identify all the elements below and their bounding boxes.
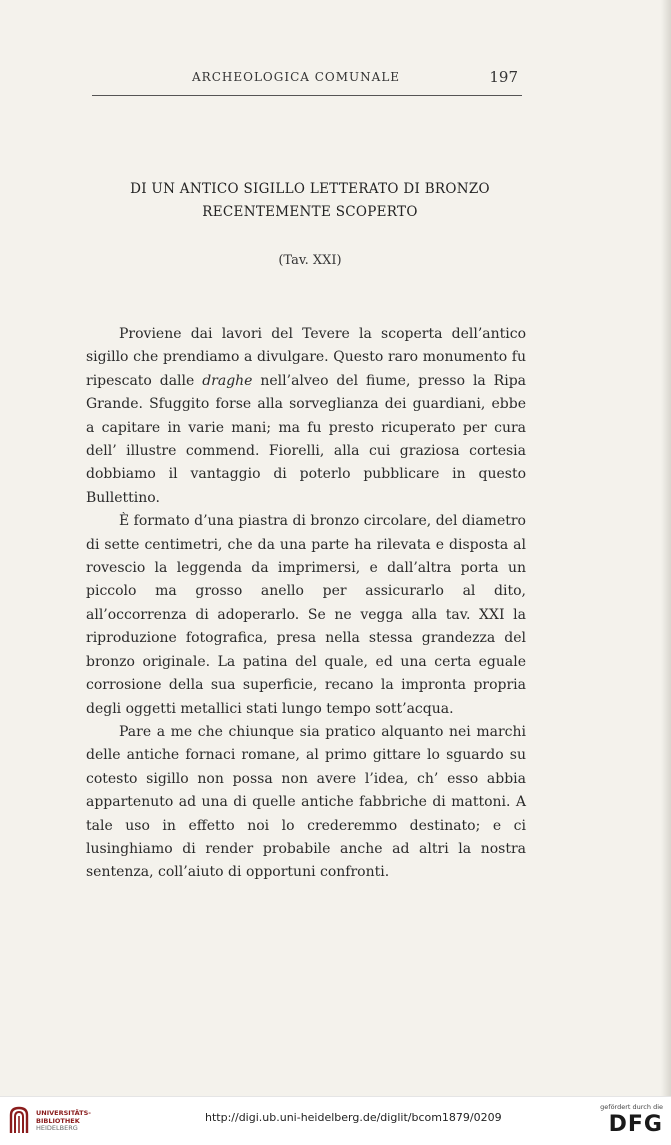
article-body <box>86 323 526 885</box>
page-number: 197 <box>489 68 518 86</box>
paragraph-1-text-a: Proviene dai lavori del Tevere la scoperta dell’antico sigillo che prendiamo a divulgare. Questo raro monumento fu ripescato dalle <box>86 326 526 389</box>
paragraph-1-text-b: nell’alveo del fiume, presso la Ripa Grande. Sfuggito forse alla sorveglianza dei guardiani, ebbe a capitare in varie mani; ma fu presto ricuperato per cura dell’ illustre commend. Fiorelli, alla cui graziosa cortesia dobbiamo il vantaggio di poterlo pubblicare in questo Bullettino. <box>86 372 526 506</box>
institution-line-1: UNIVERSITÄTS- <box>36 1109 91 1117</box>
institution-city: HEIDELBERG <box>36 1124 78 1132</box>
paragraph-3: Pare a me che chiunque sia pratico alquanto nei marchi delle antiche fornaci romane, al primo gittare lo sguardo su cotesto sigillo non possa non avere l’idea, ch’ esso abbia appartenuto ad una di quelle antiche fabbriche di mattoni. A tale uso in effetto noi lo crederemmo destinato; e ci lusinghiamo di render probabile anche ad altri la nostra sentenza, coll’aiuto di opportuni confronti. <box>86 723 526 881</box>
institution-name[interactable] <box>36 1110 91 1133</box>
paragraph-1 <box>86 323 526 510</box>
permalink-url[interactable]: http://digi.ub.uni-heidelberg.de/diglit/bcom1879/0209 <box>205 1111 502 1124</box>
article-title-line-1: DI UN ANTICO SIGILLO LETTERATO DI BRONZO <box>130 181 490 197</box>
plate-reference: (Tav. XXI) <box>278 253 342 268</box>
running-title: ARCHEOLOGICA COMUNALE <box>192 70 401 84</box>
running-head <box>92 68 522 90</box>
paragraph-2: È formato d’una piastra di bronzo circolare, del diametro di sette centimetri, che da una parte ha rilevata e disposta al rovescio la leggenda da imprimersi, e dall’altra porta un piccolo ma grosso anello per assicurarlo al dito, all’occorrenza di adoperarlo. Se ne vegga alla tav. XXI la riproduzione fotografica, presa nella stessa grandezza del bronzo originale. La patina del quale, ed una certa eguale corrosione della sua superficie, recano la impronta propria degli oggetti metallici stati lungo tempo sott’acqua. <box>86 513 526 717</box>
dfg-logo[interactable]: DFG <box>608 1112 663 1137</box>
paragraph-1-italic-term: draghe <box>202 372 253 389</box>
article-title-line-2: RECENTEMENTE SCOPERTO <box>202 204 418 220</box>
digitization-footer <box>0 1096 671 1145</box>
header-rule <box>92 95 522 96</box>
ub-heidelberg-logo-icon[interactable] <box>8 1105 30 1135</box>
page-edge-shadow <box>661 0 671 1096</box>
funded-by-label: gefördert durch die <box>600 1103 663 1111</box>
institution-line-2: BIBLIOTHEK <box>36 1116 80 1125</box>
